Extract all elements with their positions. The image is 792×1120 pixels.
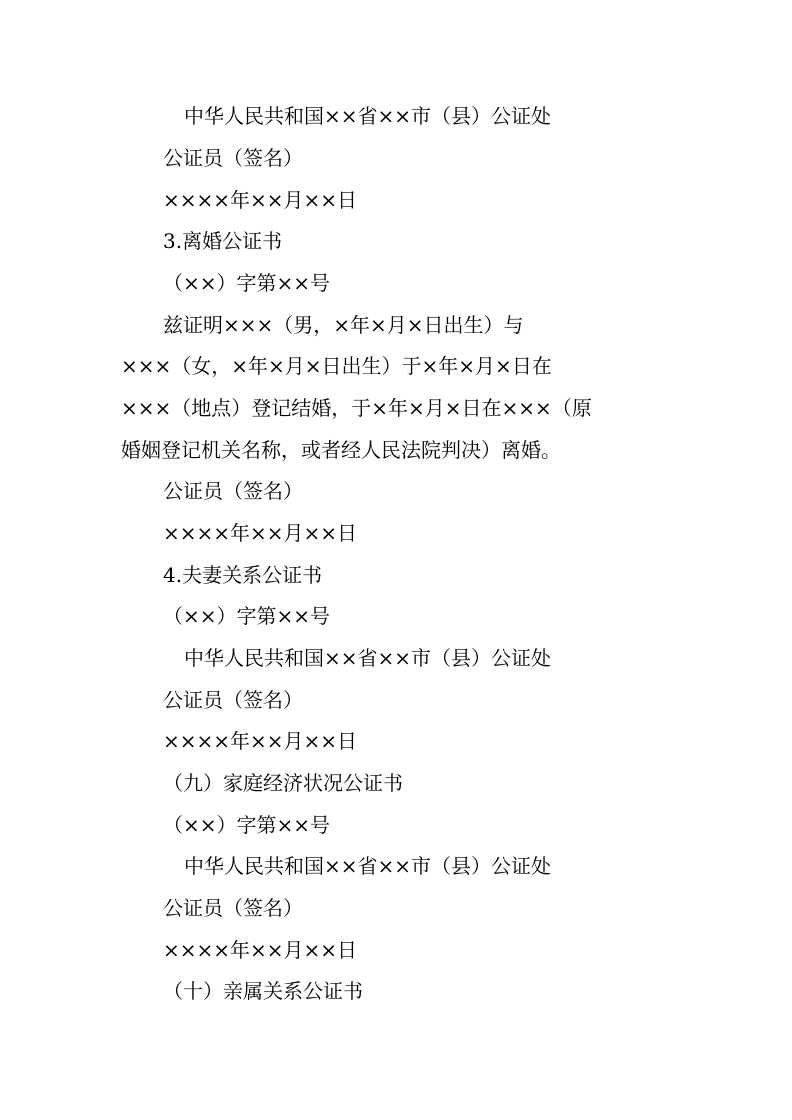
- notary-office-line: 中华人民共和国××省××市（县）公证处: [184, 104, 552, 128]
- notary-signature-line: 公证员（签名）: [163, 896, 303, 920]
- body-paragraph-line: ×××（地点）登记结婚，于×年×月×日在×××（原: [121, 396, 592, 420]
- body-paragraph-line: ×××（女，×年×月×日出生）于×年×月×日在: [121, 354, 552, 378]
- document-number: （××）字第××号: [163, 604, 331, 628]
- notary-signature-line: 公证员（签名）: [163, 146, 303, 170]
- date-line: ××××年××月××日: [163, 729, 358, 753]
- body-paragraph-line: 婚姻登记机关名称，或者经人民法院判决）离婚。: [121, 438, 561, 462]
- document-number: （××）字第××号: [163, 813, 331, 837]
- section-heading: 3.离婚公证书: [163, 229, 283, 253]
- section-heading: 4.夫妻关系公证书: [163, 563, 323, 587]
- section-heading: （九）家庭经济状况公证书: [163, 771, 403, 795]
- date-line: ××××年××月××日: [163, 188, 358, 212]
- date-line: ××××年××月××日: [163, 938, 358, 962]
- document-number: （××）字第××号: [163, 271, 331, 295]
- section-heading: （十）亲属关系公证书: [163, 979, 363, 1003]
- notary-signature-line: 公证员（签名）: [163, 688, 303, 712]
- notary-signature-line: 公证员（签名）: [163, 479, 303, 503]
- body-paragraph-line: 兹证明×××（男，×年×月×日出生）与: [163, 313, 524, 337]
- date-line: ××××年××月××日: [163, 521, 358, 545]
- notary-office-line: 中华人民共和国××省××市（县）公证处: [184, 646, 552, 670]
- notary-office-line: 中华人民共和国××省××市（县）公证处: [184, 854, 552, 878]
